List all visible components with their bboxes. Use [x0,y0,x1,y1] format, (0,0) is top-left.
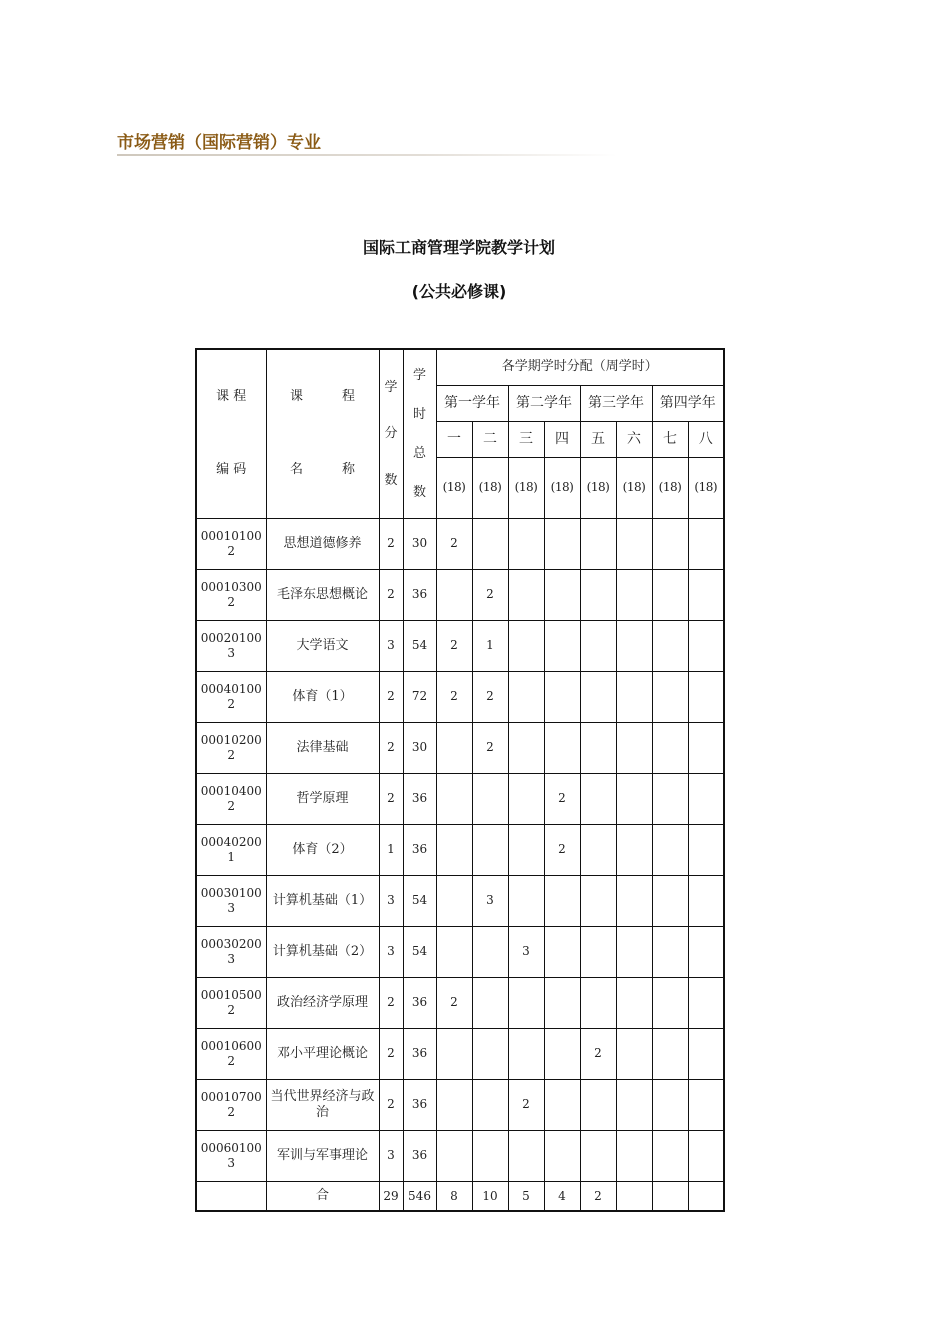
total-code [196,1181,266,1211]
semester-hours-cell: 2 [508,1079,544,1130]
semester-hours-cell [580,722,616,773]
course-code-line-1: 00010300 [200,580,262,595]
semester-hours-cell [436,926,472,977]
header-year-2: 第二学年 [508,385,580,421]
header-name-bottom: 名 称 [289,462,355,478]
semester-hours-cell [508,620,544,671]
header-weeks: (18) [508,457,544,518]
table-row [196,1130,724,1181]
semester-hours-cell [652,569,688,620]
course-credits: 2 [379,569,403,620]
course-name: 思想道德修养 [266,518,379,569]
course-code-line-1: 00060100 [200,1141,262,1156]
major-title: 市场营销（国际营销）专业 [117,133,321,153]
semester-hours-cell: 2 [436,977,472,1028]
total-semester-hours: 8 [436,1181,472,1211]
course-total-hours: 54 [403,926,436,977]
semester-hours-cell [652,773,688,824]
course-name: 体育（1） [266,671,379,722]
semester-hours-cell [436,875,472,926]
semester-hours-cell [508,773,544,824]
total-semester-hours: 4 [544,1181,580,1211]
header-weeks: (18) [616,457,652,518]
course-credits: 2 [379,977,403,1028]
course-code-line-2: 3 [227,951,236,966]
semester-hours-cell [508,824,544,875]
header-course-code [196,349,266,518]
semester-hours-cell [544,1130,580,1181]
course-name: 大学语文 [266,620,379,671]
course-code-line-1: 00010700 [200,1090,262,1105]
semester-hours-cell [652,722,688,773]
semester-hours-cell [616,620,652,671]
semester-hours-cell [616,824,652,875]
header-year-1: 第一学年 [436,385,508,421]
course-credits: 2 [379,518,403,569]
total-semester-hours [652,1181,688,1211]
course-code [196,620,266,671]
document-title: 国际工商管理学院教学计划 [362,238,555,257]
course-code-line-1: 00020100 [200,631,262,646]
semester-hours-cell [436,1130,472,1181]
semester-hours-cell [544,875,580,926]
course-name: 法律基础 [266,722,379,773]
table-row [196,926,724,977]
course-code-line-2: 2 [227,1104,236,1119]
semester-hours-cell [616,773,652,824]
header-hours-char-4: 数 [412,484,426,500]
course-code [196,926,266,977]
course-credits: 2 [379,1079,403,1130]
semester-hours-cell [508,569,544,620]
course-code-line-2: 2 [227,798,236,813]
semester-hours-cell [688,569,724,620]
semester-hours-cell [616,569,652,620]
course-total-hours: 36 [403,824,436,875]
course-code-line-1: 00010500 [200,988,262,1003]
semester-hours-cell [472,1079,508,1130]
header-weeks: (18) [544,457,580,518]
course-code [196,773,266,824]
semester-hours-cell [688,722,724,773]
semester-hours-cell: 2 [436,671,472,722]
semester-hours-cell [652,1130,688,1181]
course-total-hours: 36 [403,569,436,620]
semester-hours-cell [472,926,508,977]
course-total-hours: 36 [403,1130,436,1181]
total-semester-hours: 2 [580,1181,616,1211]
semester-hours-cell [616,722,652,773]
course-total-hours: 36 [403,1028,436,1079]
semester-hours-cell [544,1028,580,1079]
semester-hours-cell [580,569,616,620]
course-code-line-2: 2 [227,1002,236,1017]
course-code-line-2: 3 [227,1155,236,1170]
total-semester-hours [616,1181,652,1211]
course-code-line-2: 2 [227,696,236,711]
course-total-hours: 54 [403,620,436,671]
semester-hours-cell [688,1130,724,1181]
semester-hours-cell [652,518,688,569]
semester-hours-cell: 2 [544,773,580,824]
course-name: 体育（2） [266,824,379,875]
course-credits: 3 [379,875,403,926]
course-code [196,1130,266,1181]
header-semester: 一 [436,421,472,457]
course-credits: 3 [379,620,403,671]
course-code-line-2: 2 [227,747,236,762]
semester-hours-cell: 2 [472,722,508,773]
header-semester: 三 [508,421,544,457]
course-name: 邓小平理论概论 [266,1028,379,1079]
semester-hours-cell [544,620,580,671]
header-credits [379,349,403,518]
course-code [196,875,266,926]
semester-hours-cell [472,1028,508,1079]
semester-hours-cell [616,671,652,722]
semester-hours-cell [688,518,724,569]
header-weeks: (18) [472,457,508,518]
semester-hours-cell [472,1130,508,1181]
course-code [196,977,266,1028]
semester-hours-cell [580,1079,616,1130]
table-row [196,518,724,569]
semester-hours-cell [688,875,724,926]
header-credits-char-3: 数 [384,472,398,488]
header-semester: 七 [652,421,688,457]
header-weeks: (18) [436,457,472,518]
semester-hours-cell [580,926,616,977]
course-code-line-1: 00030100 [200,886,262,901]
header-course-name [266,349,379,518]
course-credits: 2 [379,1028,403,1079]
semester-hours-cell [436,773,472,824]
semester-hours-cell [544,671,580,722]
semester-hours-cell [616,1028,652,1079]
header-credits-char-2: 分 [384,426,398,442]
semester-hours-cell [652,926,688,977]
semester-hours-cell [472,518,508,569]
semester-hours-cell [580,773,616,824]
course-code [196,518,266,569]
total-hours: 546 [403,1181,436,1211]
total-label: 合 [266,1181,379,1211]
semester-hours-cell [544,722,580,773]
semester-hours-cell [688,620,724,671]
course-code [196,1079,266,1130]
semester-hours-cell [436,569,472,620]
semester-hours-cell [652,620,688,671]
semester-hours-cell [616,1079,652,1130]
course-credits: 3 [379,926,403,977]
semester-hours-cell [652,671,688,722]
course-code [196,722,266,773]
course-code [196,671,266,722]
semester-hours-cell [616,1130,652,1181]
course-code-line-2: 2 [227,543,236,558]
course-name: 计算机基础（1） [266,875,379,926]
semester-hours-cell: 3 [472,875,508,926]
semester-hours-cell [580,620,616,671]
total-semester-hours: 10 [472,1181,508,1211]
header-semester: 四 [544,421,580,457]
header-semester: 八 [688,421,724,457]
header-hours-char-1: 学 [412,367,426,383]
semester-hours-cell [436,1079,472,1130]
table-row [196,620,724,671]
table-row [196,977,724,1028]
semester-hours-cell [688,671,724,722]
course-credits: 3 [379,1130,403,1181]
course-code-line-2: 1 [227,849,236,864]
header-code-bottom: 编 码 [216,462,247,478]
header-semester: 二 [472,421,508,457]
header-credits-char-1: 学 [384,379,398,395]
total-semester-hours [688,1181,724,1211]
table-row [196,824,724,875]
course-total-hours: 36 [403,1079,436,1130]
course-name: 军训与军事理论 [266,1130,379,1181]
semester-hours-cell: 2 [544,824,580,875]
course-credits: 1 [379,824,403,875]
semester-hours-cell [472,824,508,875]
semester-hours-cell: 2 [436,620,472,671]
course-code-line-1: 00030200 [200,937,262,952]
course-code-line-1: 00010200 [200,733,262,748]
course-code-line-1: 00010100 [200,529,262,544]
semester-hours-cell [580,875,616,926]
semester-hours-cell [508,518,544,569]
semester-hours-cell [508,722,544,773]
semester-hours-cell [580,518,616,569]
semester-hours-cell [508,1028,544,1079]
course-credits: 2 [379,722,403,773]
semester-hours-cell: 2 [436,518,472,569]
semester-hours-cell [508,875,544,926]
course-total-hours: 30 [403,518,436,569]
header-hours-char-2: 时 [412,406,426,422]
semester-hours-cell [544,1079,580,1130]
course-name: 当代世界经济与政治 [266,1079,379,1130]
course-code [196,1028,266,1079]
header-weeks: (18) [580,457,616,518]
semester-hours-cell [544,977,580,1028]
course-total-hours: 36 [403,773,436,824]
header-year-3: 第三学年 [580,385,652,421]
header-code-top: 课 程 [216,389,247,405]
header-semester: 五 [580,421,616,457]
course-code [196,824,266,875]
semester-hours-cell [544,926,580,977]
semester-hours-cell [472,977,508,1028]
semester-hours-cell [508,671,544,722]
table-row [196,875,724,926]
header-distribution: 各学期学时分配（周学时） [436,349,724,385]
header-semester: 六 [616,421,652,457]
course-total-hours: 30 [403,722,436,773]
semester-hours-cell [616,926,652,977]
semester-hours-cell [616,518,652,569]
course-total-hours: 54 [403,875,436,926]
header-hours-char-3: 总 [412,445,426,461]
semester-hours-cell: 2 [472,569,508,620]
total-credits: 29 [379,1181,403,1211]
course-code-line-2: 3 [227,900,236,915]
semester-hours-cell [688,773,724,824]
course-credits: 2 [379,773,403,824]
semester-hours-cell [436,722,472,773]
semester-hours-cell: 2 [580,1028,616,1079]
header-weeks: (18) [652,457,688,518]
course-code-line-2: 2 [227,594,236,609]
semester-hours-cell: 1 [472,620,508,671]
course-credits: 2 [379,671,403,722]
semester-hours-cell [544,518,580,569]
total-row [196,1181,724,1211]
semester-hours-cell: 3 [508,926,544,977]
semester-hours-cell [508,1130,544,1181]
semester-hours-cell [652,1079,688,1130]
course-name: 哲学原理 [266,773,379,824]
header-name-top: 课 程 [289,389,355,405]
semester-hours-cell [580,824,616,875]
course-total-hours: 72 [403,671,436,722]
semester-hours-cell [652,1028,688,1079]
course-code-line-2: 2 [227,1053,236,1068]
table-row [196,671,724,722]
course-name: 政治经济学原理 [266,977,379,1028]
semester-hours-cell [688,977,724,1028]
header-total-hours [403,349,436,518]
semester-hours-cell [580,977,616,1028]
semester-hours-cell [688,1028,724,1079]
semester-hours-cell [616,977,652,1028]
course-code-line-1: 00040200 [200,835,262,850]
table-row [196,722,724,773]
document-subtitle: (公共必修课) [411,282,507,301]
course-code-line-1: 00010600 [200,1039,262,1054]
course-code-line-2: 3 [227,645,236,660]
total-semester-hours: 5 [508,1181,544,1211]
semester-hours-cell [508,977,544,1028]
course-name: 计算机基础（2） [266,926,379,977]
semester-hours-cell: 2 [472,671,508,722]
teaching-plan-table [195,348,725,1212]
semester-hours-cell [652,824,688,875]
table-row [196,569,724,620]
semester-hours-cell [688,1079,724,1130]
course-code-line-1: 00040100 [200,682,262,697]
semester-hours-cell [616,875,652,926]
semester-hours-cell [580,1130,616,1181]
course-name: 毛泽东思想概论 [266,569,379,620]
semester-hours-cell [580,671,616,722]
table-row [196,1028,724,1079]
semester-hours-cell [688,824,724,875]
table-row [196,1079,724,1130]
table-row [196,773,724,824]
header-weeks: (18) [688,457,724,518]
course-code [196,569,266,620]
header-year-4: 第四学年 [652,385,724,421]
semester-hours-cell [652,875,688,926]
semester-hours-cell [688,926,724,977]
semester-hours-cell [436,824,472,875]
semester-hours-cell [652,977,688,1028]
semester-hours-cell [472,773,508,824]
semester-hours-cell [436,1028,472,1079]
title-underline [117,154,617,156]
course-total-hours: 36 [403,977,436,1028]
semester-hours-cell [544,569,580,620]
course-code-line-1: 00010400 [200,784,262,799]
